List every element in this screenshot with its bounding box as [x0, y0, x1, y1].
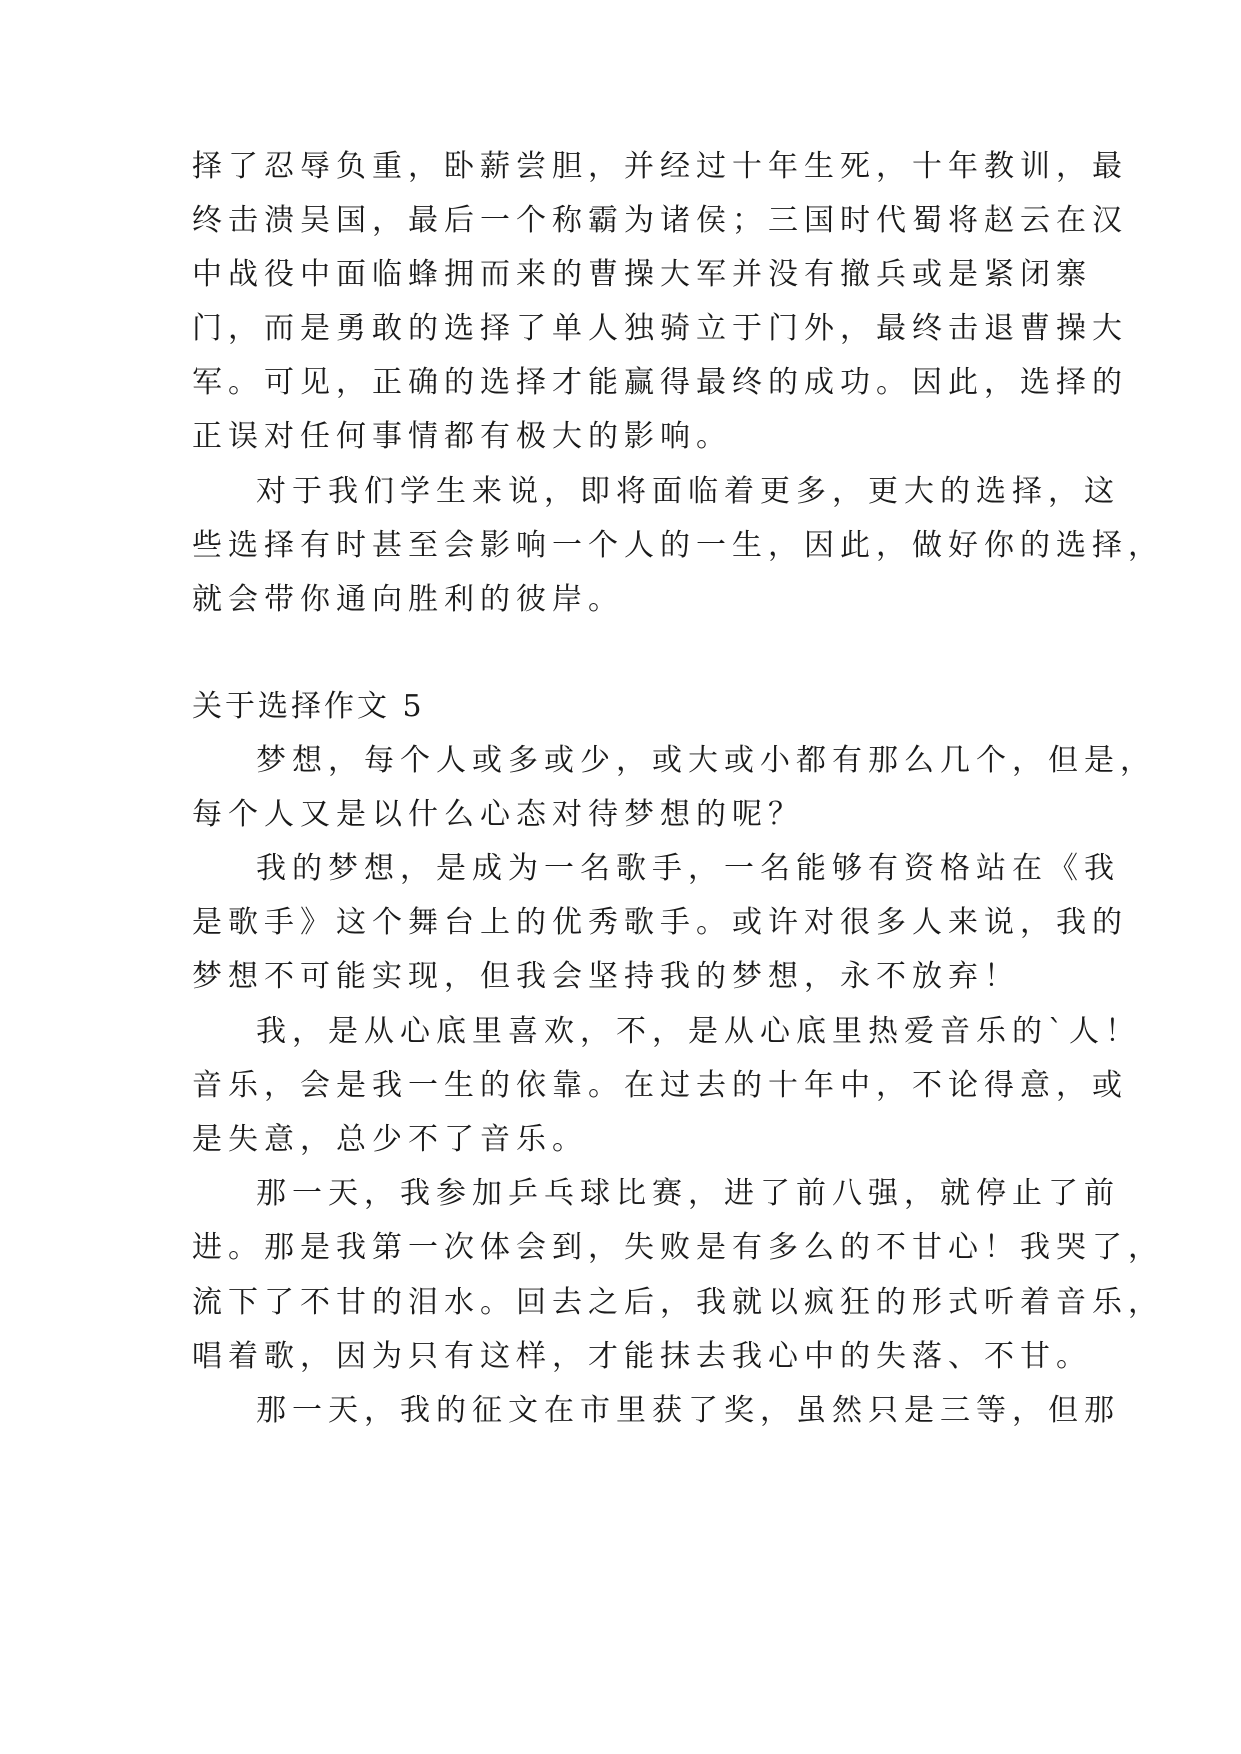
paragraph-line: 流下了不甘的泪水。回去之后，我就以疯狂的形式听着音乐， — [192, 1285, 1164, 1320]
paragraph-line: 正误对任何事情都有极大的影响。 — [192, 419, 732, 454]
paragraph-line: 每个人又是以什么心态对待梦想的呢？ — [192, 797, 804, 832]
paragraph-line: 梦想不可能实现，但我会坚持我的梦想，永不放弃！ — [192, 959, 1020, 994]
paragraph-line: 音乐，会是我一生的依靠。在过去的十年中，不论得意，或 — [192, 1068, 1128, 1103]
paragraph-line: 进。那是我第一次体会到，失败是有多么的不甘心！我哭了， — [192, 1230, 1164, 1265]
paragraph-line: 我，是从心底里喜欢，不，是从心底里热爱音乐的`人！ — [256, 1014, 1141, 1049]
paragraph-line: 那一天，我参加乒乓球比赛，进了前八强，就停止了前 — [256, 1176, 1120, 1211]
paragraph-line: 我的梦想，是成为一名歌手，一名能够有资格站在《我 — [256, 851, 1120, 886]
paragraph-line: 军。可见，正确的选择才能赢得最终的成功。因此，选择的 — [192, 365, 1128, 400]
paragraph-line: 就会带你通向胜利的彼岸。 — [192, 582, 624, 617]
paragraph-line: 那一天，我的征文在市里获了奖，虽然只是三等，但那 — [256, 1393, 1120, 1428]
paragraph-line: 是歌手》这个舞台上的优秀歌手。或许对很多人来说，我的 — [192, 905, 1128, 940]
section-heading: 关于选择作文 5 — [192, 689, 425, 724]
paragraph-line: 中战役中面临蜂拥而来的曹操大军并没有撤兵或是紧闭寨 — [192, 257, 1092, 292]
paragraph-line: 择了忍辱负重，卧薪尝胆，并经过十年生死，十年教训，最 — [192, 149, 1128, 184]
paragraph-line: 终击溃吴国，最后一个称霸为诸侯；三国时代蜀将赵云在汉 — [192, 203, 1128, 238]
paragraph-line: 梦想，每个人或多或少，或大或小都有那么几个，但是， — [256, 743, 1156, 778]
paragraph-line: 门，而是勇敢的选择了单人独骑立于门外，最终击退曹操大 — [192, 311, 1128, 346]
paragraph-line: 对于我们学生来说，即将面临着更多，更大的选择，这 — [256, 474, 1120, 509]
paragraph-line: 些选择有时甚至会影响一个人的一生，因此，做好你的选择， — [192, 528, 1164, 563]
paragraph-line: 唱着歌，因为只有这样，才能抹去我心中的失落、不甘。 — [192, 1339, 1092, 1374]
paragraph-line: 是失意，总少不了音乐。 — [192, 1122, 588, 1157]
